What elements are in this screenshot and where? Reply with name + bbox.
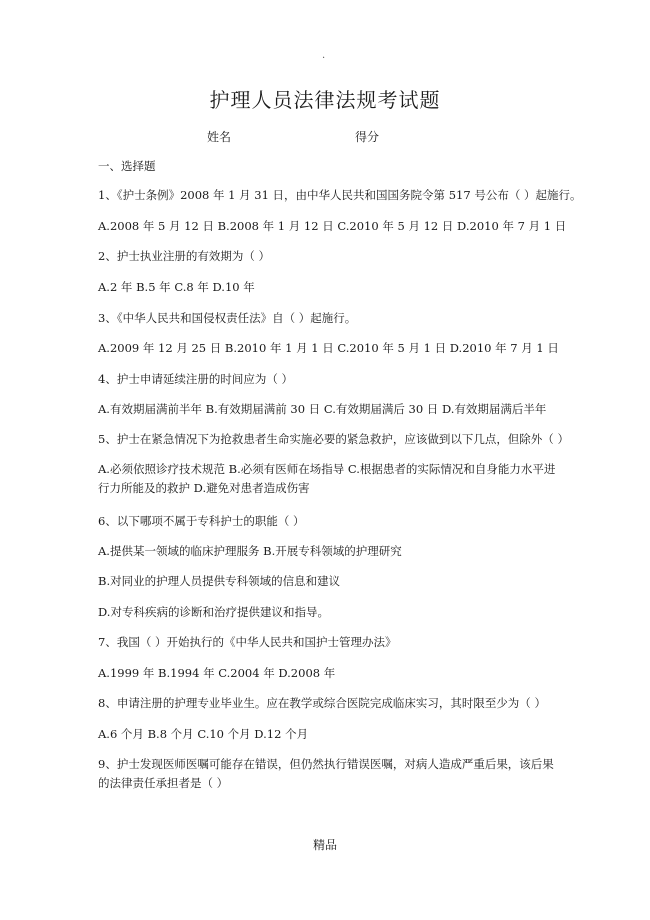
name-label: 姓名 bbox=[207, 130, 232, 144]
question-3-options: A.2009 年 12 月 25 日 B.2010 年 1 月 1 日 C.2010 年 5 月 1 日 D.2010 年 7 月 1 日 bbox=[98, 341, 559, 355]
question-2: 2、护士执业注册的有效期为（ ） bbox=[98, 249, 270, 263]
question-1-options: A.2008 年 5 月 12 日 B.2008 年 1 月 12 日 C.2010 年 5 月 12 日 D.2010 年 7 月 1 日 bbox=[98, 219, 567, 233]
section-heading: 一、选择题 bbox=[98, 159, 156, 173]
question-8-options: A.6 个月 B.8 个月 C.10 个月 D.12 个月 bbox=[98, 727, 309, 741]
question-7-options: A.1999 年 B.1994 年 C.2004 年 D.2008 年 bbox=[98, 666, 336, 680]
question-8: 8、申请注册的护理专业毕业生。应在教学或综合医院完成临床实习，其时限至少为（ ） bbox=[98, 696, 546, 710]
question-6-option-line-1: A.提供某一领域的临床护理服务 B.开展专科领域的护理研究 bbox=[98, 544, 402, 558]
score-label: 得分 bbox=[355, 130, 380, 144]
question-9: 9、护士发现医师医嘱可能存在错误，但仍然执行错误医嘱，对病人造成严重后果，该后果的法律责任承担者是（ ） bbox=[98, 757, 554, 790]
question-3: 3、《中华人民共和国侵权责任法》自（ ）起施行。 bbox=[98, 311, 357, 325]
question-6: 6、以下哪项不属于专科护士的职能（ ） bbox=[98, 514, 305, 528]
question-5: 5、护士在紧急情况下为抢救患者生命实施必要的紧急救护，应该做到以下几点，但除外（ ） bbox=[98, 432, 569, 446]
question-2-options: A.2 年 B.5 年 C.8 年 D.10 年 bbox=[98, 280, 255, 294]
page-title: 护理人员法律法规考试题 bbox=[209, 88, 441, 112]
question-6-option-line-3: D.对专科疾病的诊断和治疗提供建议和指导。 bbox=[98, 605, 329, 619]
question-4-options: A.有效期届满前半年 B.有效期届满前 30 日 C.有效期届满后 30 日 D.有效期届满后半年 bbox=[98, 402, 547, 416]
question-7: 7、我国（ ）开始执行的《中华人民共和国护士管理办法》 bbox=[98, 635, 397, 649]
question-1: 1、《护士条例》2008 年 1 月 31 日，由中华人民共和国国务院令第 517 号公布（ ）起施行。 bbox=[98, 188, 582, 202]
page-footer: 精品 bbox=[312, 838, 337, 852]
question-5-options: A.必须依照诊疗技术规范 B.必须有医师在场指导 C.根据患者的实际情况和自身能力水平进行力所能及的救护 D.避免对患者造成伤害 bbox=[98, 462, 556, 495]
header-dot: . bbox=[322, 50, 326, 61]
question-6-option-line-2: B.对同业的护理人员提供专科领域的信息和建议 bbox=[98, 574, 341, 588]
question-4: 4、护士申请延续注册的时间应为（ ） bbox=[98, 372, 293, 386]
